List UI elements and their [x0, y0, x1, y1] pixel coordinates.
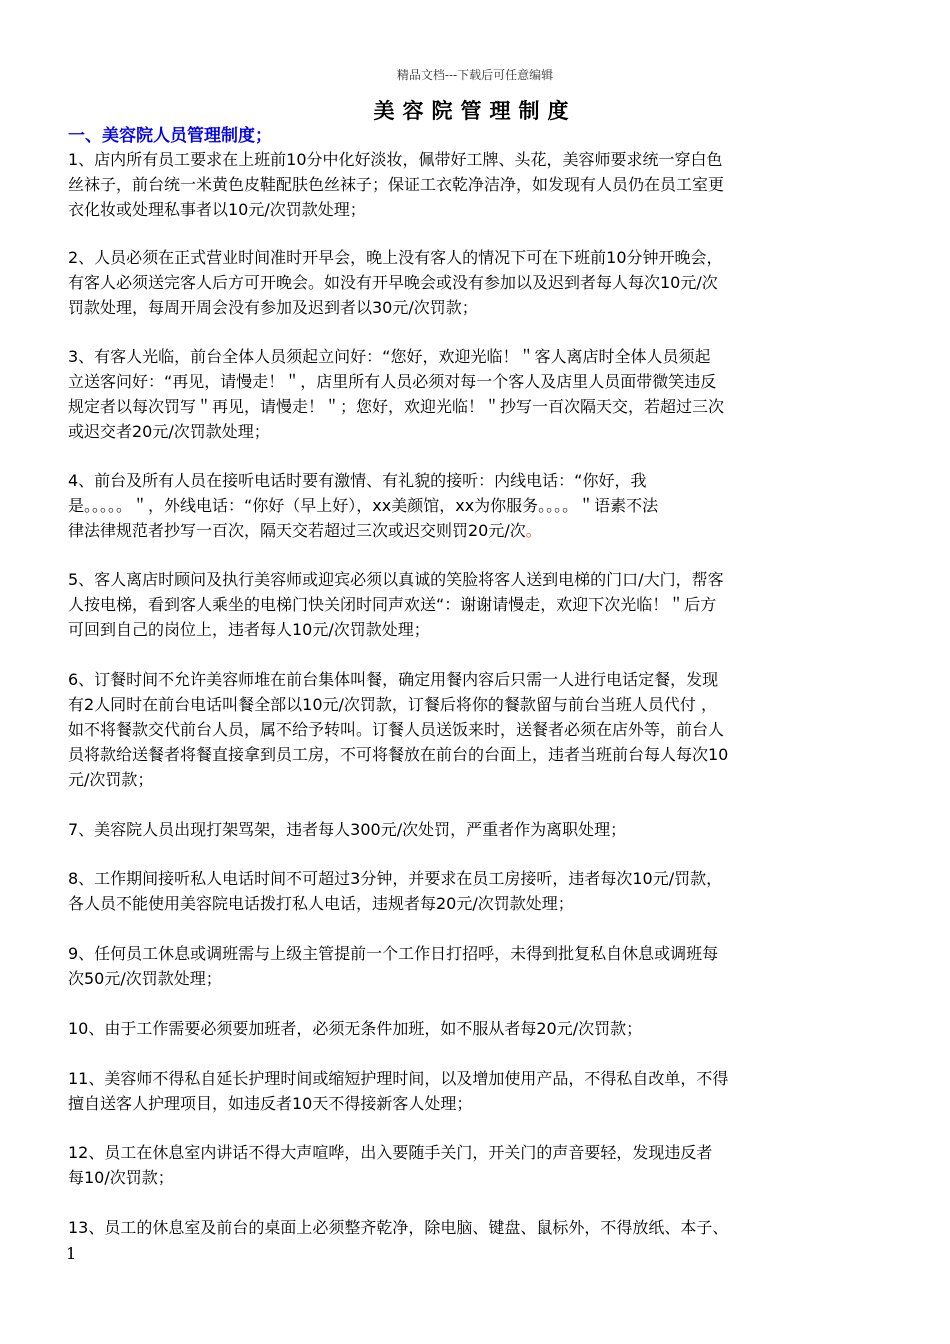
rule-paragraph — [68, 866, 868, 916]
paragraph-line: 1、店内所有员工要求在上班前10分中化好淡妆，佩带好工牌、头花，美容师要求统一穿白色 — [68, 150, 723, 169]
paragraph-line: 12、员工在休息室内讲话不得大声喧哗，出入要随手关门，开关门的声音要轻，发现违反者 — [68, 1143, 713, 1162]
document-title: 美容院管理制度 — [373, 99, 577, 123]
rule-paragraph — [68, 1140, 868, 1190]
paragraph-line: 有客人必须送完客人后方可开晚会。如没有开早晚会或没有参加以及迟到者每人每次10元/次 — [68, 273, 718, 292]
paragraph-line: 各人员不能使用美容院电话拨打私人电话，违规者每20元/次罚款处理； — [68, 894, 574, 913]
paragraph-line: 立送客问好：“再见，请慢走！＂，店里所有人员必须对每一个客人及店里人员面带微笑违反 — [68, 372, 717, 391]
paragraph-line: 丝袜子，前台统一米黄色皮鞋配肤色丝袜子；保证工衣乾净洁净，如发现有人员仍在员工室更 — [68, 175, 725, 194]
paragraph-line: 或迟交者20元/次罚款处理； — [68, 422, 270, 441]
paragraph-line: 11、美容师不得私自延长护理时间或缩短护理时间，以及增加使用产品，不得私自改单，不得 — [68, 1069, 729, 1088]
rule-paragraph — [68, 567, 868, 642]
paragraph-line: 次50元/次罚款处理； — [68, 969, 222, 988]
rule-paragraph — [68, 468, 868, 543]
paragraph-line: 可回到自己的岗位上，违者每人10元/次罚款处理； — [68, 620, 430, 639]
paragraph-line: 4、前台及所有人员在接听电话时要有激情、有礼貌的接听：内线电话：“你好，我 — [68, 471, 647, 490]
paragraph-line: 擅自送客人护理项目，如违反者10天不得接新客人处理； — [68, 1094, 473, 1113]
rule-paragraph — [68, 245, 868, 320]
rule-paragraph — [68, 344, 868, 444]
rule-paragraph — [68, 1016, 868, 1041]
paragraph-line: 员将款给送餐者将餐直接拿到员工房，不可将餐放在前台的台面上，违者当班前台每人每次10 — [68, 745, 729, 764]
paragraph-line: 6、订餐时间不允许美容师堆在前台集体叫餐，确定用餐内容后只需一人进行电话定餐，发现 — [68, 670, 719, 689]
paragraph-line: 规定者以每次罚写＂再见，请慢走！＂；您好，欢迎光临！＂抄写一百次隔天交，若超过三次 — [68, 397, 725, 416]
paragraph-line: 每10/次罚款； — [68, 1168, 174, 1187]
paragraph-line: 13、员工的休息室及前台的桌面上必须整齐乾净，除电脑、键盘、鼠标外，不得放纸、本子、 — [68, 1218, 729, 1237]
paragraph-line: 7、美容院人员出现打架骂架，违者每人300元/次处罚，严重者作为离职处理； — [68, 820, 627, 839]
paragraph-line: 8、工作期间接听私人电话时间不可超过3分钟，并要求在员工房接听，违者每次10元/罚款， — [68, 869, 723, 888]
paragraph-line: 元/次罚款； — [68, 770, 154, 789]
paragraph-line: 人按电梯，看到客人乘坐的电梯门快关闭时同声欢送“：谢谢请慢走，欢迎下次光临！＂后方 — [68, 595, 717, 614]
paragraph-line: 5、客人离店时顾问及执行美容师或迎宾必须以真诚的笑脸将客人送到电梯的门口/大门，帮客 — [68, 570, 724, 589]
rule-paragraph — [68, 941, 868, 991]
paragraph-line: 3、有客人光临，前台全体人员须起立问好：“您好，欢迎光临！＂客人离店时全体人员须起 — [68, 347, 711, 366]
header-note: 精品文档---下载后可任意编辑 — [396, 68, 554, 82]
paragraph-line: 罚款处理，每周开周会没有参加及迟到者以30元/次罚款； — [68, 298, 478, 317]
rule-paragraph — [68, 1215, 868, 1240]
paragraph-line: 律法律规范者抄写一百次，隔天交若超过三次或迟交则罚20元/次。 — [68, 521, 542, 540]
paragraph-line: 衣化妆或处理私事者以10元/次罚款处理； — [68, 200, 366, 219]
section-heading: 一、美容院人员管理制度； — [68, 126, 272, 146]
rule-paragraph — [68, 147, 868, 222]
rule-paragraph — [68, 667, 868, 792]
red-punctuation: 。 — [525, 521, 542, 540]
paragraph-line: 10、由于工作需要必须要加班者，必须无条件加班，如不服从者每20元/次罚款； — [68, 1019, 643, 1038]
rule-paragraph — [68, 817, 868, 842]
rule-paragraph — [68, 1066, 868, 1116]
paragraph-line: 9、任何员工休息或调班需与上级主管提前一个工作日打招呼，未得到批复私自休息或调班每 — [68, 944, 719, 963]
page-number: 1 — [66, 1244, 77, 1263]
paragraph-line: 是。。。。。＂，外线电话：“你好（早上好），xx美颜馆，xx为你服务。。。。＂语素不法 — [68, 496, 659, 515]
paragraph-line: 2、人员必须在正式营业时间准时开早会，晚上没有客人的情况下可在下班前10分钟开晚会， — [68, 248, 723, 267]
paragraph-line: 有2人同时在前台电话叫餐全部以10元/次罚款，订餐后将你的餐款留与前台当班人员代付 ， — [68, 695, 718, 714]
paragraph-line: 如不将餐款交代前台人员，属不给予转叫。订餐人员送饭来时，送餐者必须在店外等，前台人 — [68, 720, 725, 739]
